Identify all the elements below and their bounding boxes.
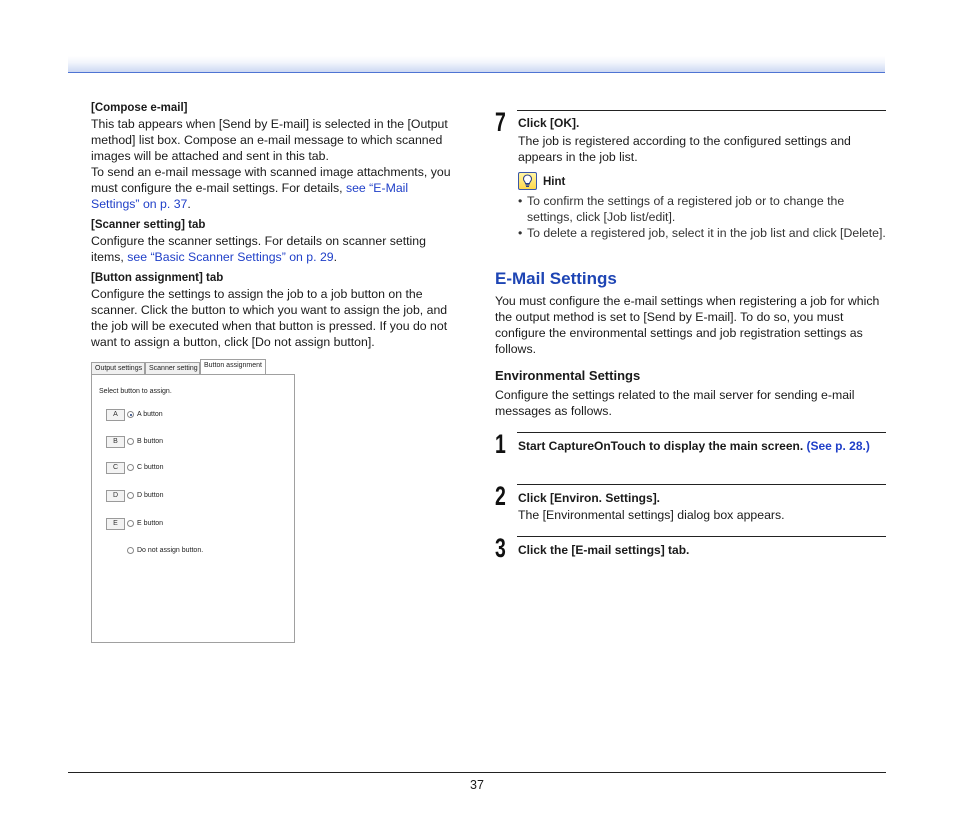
left-column	[91, 100, 459, 350]
radio-label-e: E button	[137, 520, 164, 527]
step-2-rule	[517, 484, 886, 485]
see-p28-link[interactable]: (See p. 28.)	[806, 439, 870, 453]
footer-rule	[68, 772, 886, 773]
hint-list	[518, 193, 888, 241]
compose-email-settings-tail: .	[187, 197, 191, 211]
compose-email-settings-lead: To send an e-mail message with scanned image attachments, you must configure the e-mail settings. For details,	[91, 165, 451, 195]
button-assignment-text: Configure the settings to assign the job to a job button on the scanner. Click the button to which you want to assign the job, and the job will be executed when that button is pressed. If you do not want to assign a button, click [Do not assign button].	[91, 287, 448, 349]
scanner-setting-text	[91, 233, 459, 265]
scanner-setting-heading: [Scanner setting] tab	[91, 219, 206, 231]
environmental-settings-heading: Environmental Settings	[495, 368, 641, 383]
email-settings-intro: You must configure the e-mail settings when registering a job for which the output method is set to [Send by E-mail]. To do so, you must configure the environmental settings and job registration settings as follows.	[495, 294, 880, 356]
compose-email-settings-text	[91, 164, 459, 212]
tab-output-settings[interactable]: Output settings	[91, 362, 145, 375]
dialog-prompt: Select button to assign.	[99, 388, 172, 395]
environmental-settings-intro: Configure the settings related to the mail server for sending e-mail messages as follows.	[495, 388, 855, 418]
step-7-text: The job is registered according to the configured settings and appears in the job list.	[518, 134, 851, 164]
email-settings-heading: E-Mail Settings	[495, 269, 617, 288]
step-2-number: 2	[495, 481, 506, 511]
scanner-setting-lead: Configure the scanner settings. For details on scanner setting items,	[91, 234, 426, 264]
step-3-number: 3	[495, 533, 506, 563]
dialog-tab-strip	[91, 359, 295, 375]
radio-c-icon[interactable]	[127, 464, 134, 471]
step-1-title-text: Start CaptureOnTouch to display the main screen.	[518, 439, 807, 453]
basic-scanner-settings-link[interactable]: see “Basic Scanner Settings” on p. 29	[127, 250, 334, 264]
tab-scanner-setting[interactable]: Scanner setting	[145, 362, 200, 375]
step-7-title: Click [OK].	[518, 116, 580, 130]
page-number: 37	[470, 778, 484, 792]
scanner-key-b[interactable]: B	[106, 436, 125, 448]
hint-label: Hint	[543, 176, 566, 188]
step-2-title: Click [Environ. Settings].	[518, 491, 661, 505]
step-3-rule	[517, 536, 886, 537]
scanner-key-a[interactable]: A	[106, 409, 125, 421]
scanner-key-c[interactable]: C	[106, 462, 125, 474]
radio-b-icon[interactable]	[127, 438, 134, 445]
hint-item: • To delete a registered job, select it in the job list and click [Delete].	[518, 225, 888, 241]
button-assignment-dialog-screenshot	[91, 359, 295, 643]
tab-button-assignment[interactable]: Button assignment	[200, 359, 266, 375]
radio-d-icon[interactable]	[127, 492, 134, 499]
radio-label-a: A button	[137, 411, 163, 418]
scanner-key-d[interactable]: D	[106, 490, 125, 502]
radio-e-icon[interactable]	[127, 520, 134, 527]
step-7-rule	[517, 110, 886, 111]
radio-label-d: D button	[137, 492, 164, 499]
email-settings-link[interactable]: see “E-Mail Settings” on p. 37	[91, 181, 409, 211]
lightbulb-icon	[518, 172, 537, 190]
radio-no-assign-icon[interactable]	[127, 547, 134, 554]
step-2-text: The [Environmental settings] dialog box appears.	[518, 508, 785, 522]
compose-email-heading: [Compose e-mail]	[91, 102, 188, 114]
button-assignment-heading: [Button assignment] tab	[91, 272, 224, 284]
step-7-number: 7	[495, 107, 506, 137]
step-1-rule	[517, 432, 886, 433]
step-3-title: Click the [E-mail settings] tab.	[518, 543, 690, 557]
step-1-number: 1	[495, 429, 506, 459]
radio-label-b: B button	[137, 438, 164, 445]
hint-item: • To confirm the settings of a registered job or to change the settings, click [Job list/edit].	[518, 193, 888, 225]
dialog-panel	[91, 374, 295, 643]
compose-email-text: This tab appears when [Send by E-mail] is selected in the [Output method] list box. Compose an e-mail message to which scanned images will be attached and sent in this tab.	[91, 117, 448, 163]
step-1-title	[518, 438, 883, 454]
radio-label-c: C button	[137, 464, 164, 471]
page-header-bar	[68, 56, 885, 73]
scanner-key-e[interactable]: E	[106, 518, 125, 530]
radio-a-selected-icon[interactable]	[127, 411, 134, 418]
scanner-setting-tail: .	[333, 250, 338, 264]
radio-label-no-assign: Do not assign button.	[137, 547, 204, 554]
